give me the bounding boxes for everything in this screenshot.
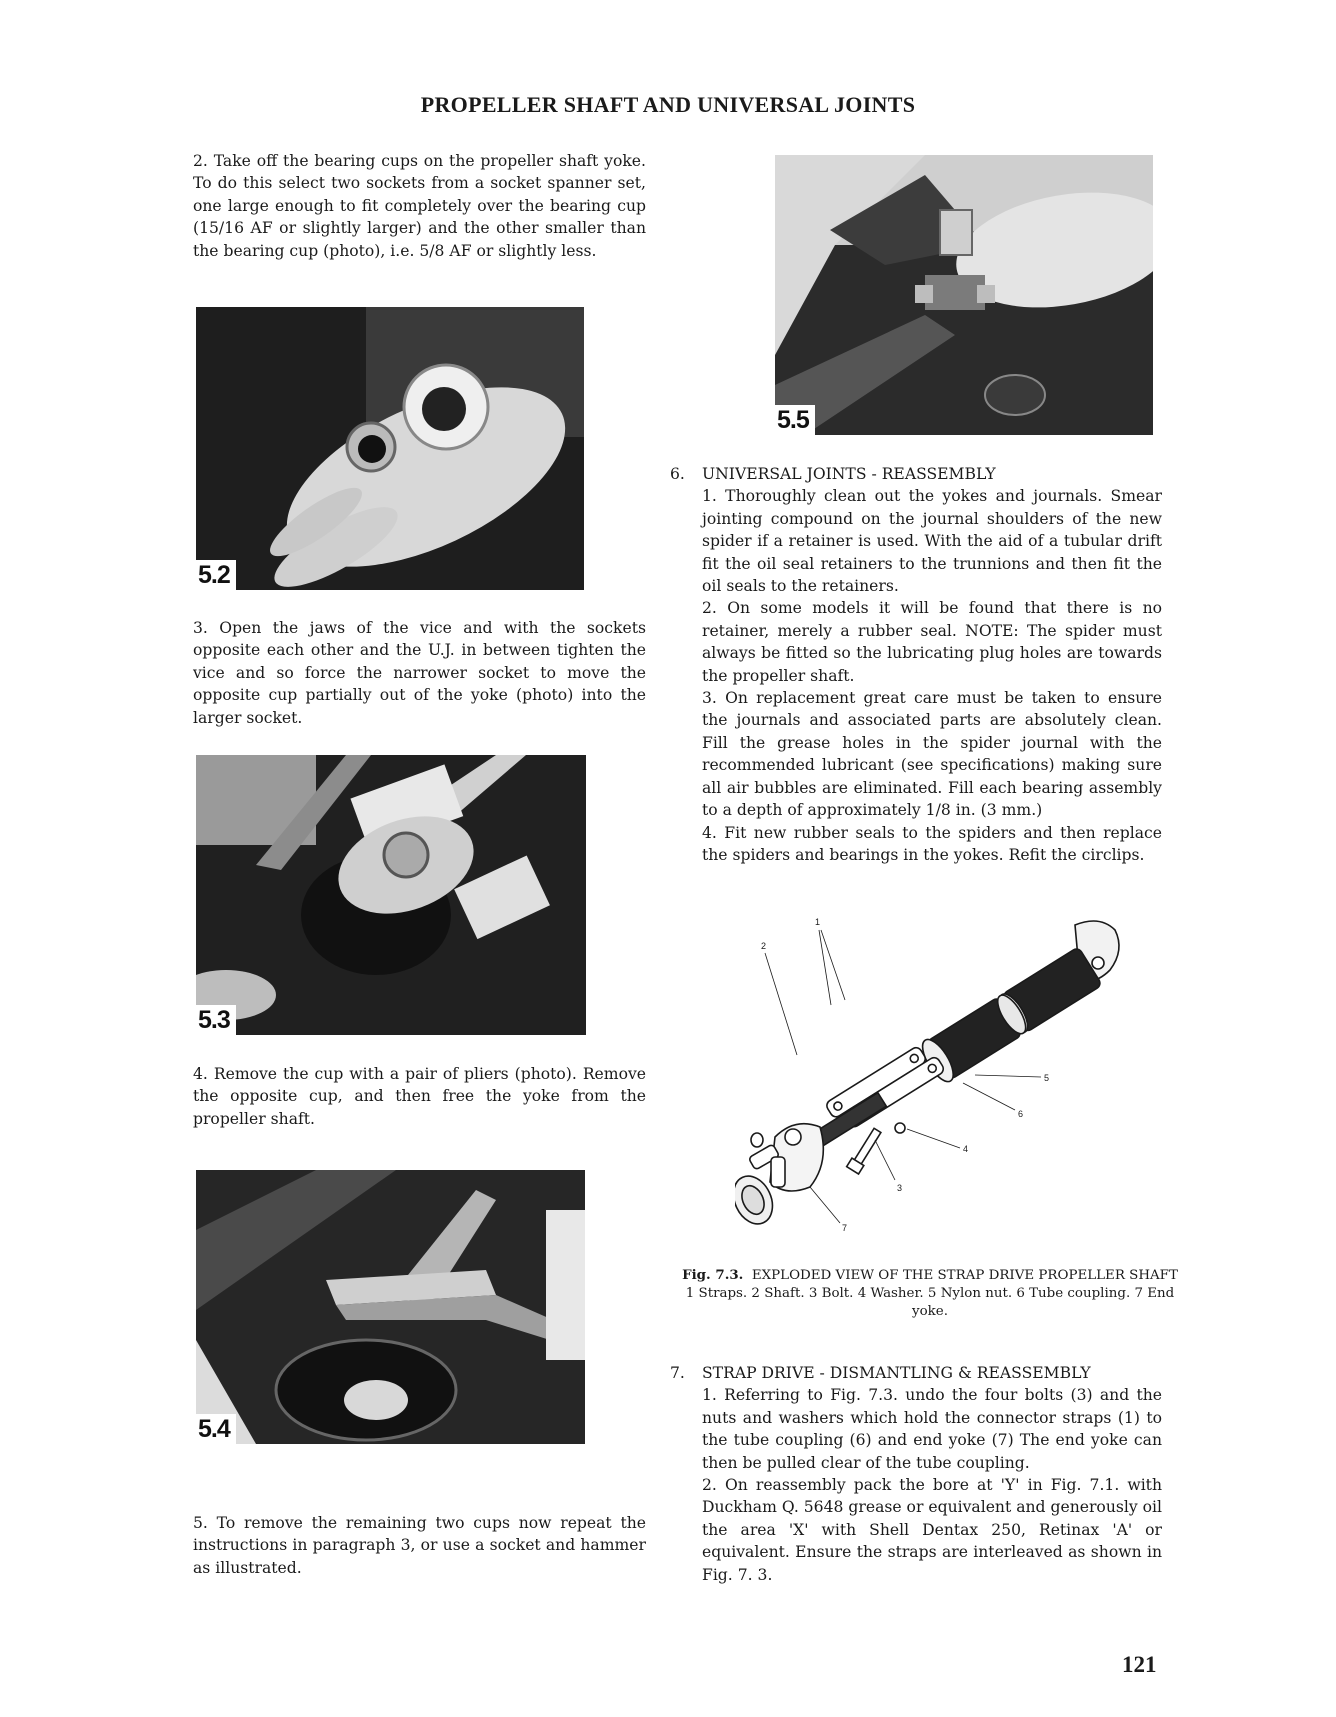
photo-label: 5.3	[196, 1005, 236, 1035]
section-6-step-3: 3. On replacement great care must be taken to ensure the journals and associated parts are absolutely clean. Fill the grease holes in the spider journal with the recommended lubricant (see specifications) making sure all air bubbles are eliminated. Fill each bearing assembly to a depth of approximately 1/8 in. (3 mm.)	[702, 689, 1162, 820]
svg-text:1: 1	[815, 917, 821, 927]
page-title: PROPELLER SHAFT AND UNIVERSAL JOINTS	[420, 92, 916, 117]
photo-5-5	[775, 155, 1153, 435]
paragraph-4: 4. Remove the cup with a pair of pliers (photo). Remove the opposite cup, and then free the yoke from the propeller shaft.	[193, 1065, 646, 1128]
svg-text:6: 6	[1018, 1109, 1024, 1119]
svg-text:5: 5	[1044, 1073, 1050, 1083]
svg-text:7: 7	[842, 1223, 848, 1233]
photo-label: 5.4	[196, 1414, 236, 1444]
section-7-step-1: 1. Referring to Fig. 7.3. undo the four bolts (3) and the nuts and washers which hold the connector straps (1) to the tube coupling (6) and end yoke (7) The end yoke can then be pulled clear of the tube coupling.	[702, 1386, 1162, 1472]
exploded-view-diagram	[735, 905, 1135, 1235]
photo-label: 5.5	[775, 405, 815, 435]
svg-text:4: 4	[963, 1144, 969, 1154]
section-heading: STRAP DRIVE - DISMANTLING & REASSEMBLY	[702, 1364, 1091, 1382]
page-number: 121	[1122, 1652, 1157, 1677]
photo-5-2	[196, 307, 584, 590]
section-7	[670, 1362, 1162, 1586]
section-6-step-1: 1. Thoroughly clean out the yokes and journals. Smear jointing compound on the journal shoulders of the new spider if a retainer is used. With the aid of a tubular drift fit the oil seal retainers to the trunnions and then fit the oil seals to the retainers.	[702, 487, 1162, 596]
paragraph-3: 3. Open the jaws of the vice and with the sockets opposite each other and the U.J. in between tighten the vice and so force the narrower socket to move the opposite cup partially out of the yoke (photo) into the larger socket.	[193, 619, 646, 727]
section-7-step-2: 2. On reassembly pack the bore at 'Y' in Fig. 7.1. with Duckham Q. 5648 grease or equivalent and generously oil the area 'X' with Shell Dentax 250, Retinax 'A' or equivalent. Ensure the straps are interleaved as shown in Fig. 7. 3.	[702, 1476, 1162, 1584]
figure-number: Fig. 7.3.	[682, 1267, 744, 1283]
paragraph-2: 2. Take off the bearing cups on the propeller shaft yoke. To do this select two sockets from a socket spanner set, one large enough to fit completely over the bearing cup (15/16 AF or slightly larger) and the other smaller than the bearing cup (photo), i.e. 5/8 AF or slightly less.	[193, 152, 646, 260]
figure-legend: 1 Straps. 2 Shaft. 3 Bolt. 4 Washer. 5 Nylon nut. 6 Tube coupling. 7 End yoke.	[685, 1286, 1175, 1319]
photo-5-4	[196, 1170, 585, 1444]
svg-text:2: 2	[761, 941, 767, 951]
figure-caption	[680, 1266, 1180, 1321]
section-heading: UNIVERSAL JOINTS - REASSEMBLY	[702, 465, 996, 483]
figure-title: EXPLODED VIEW OF THE STRAP DRIVE PROPELLER SHAFT	[751, 1268, 1178, 1283]
svg-text:3: 3	[897, 1183, 903, 1193]
section-number: 7.	[670, 1364, 685, 1382]
photo-label: 5.2	[196, 560, 236, 590]
section-6	[670, 463, 1162, 866]
photo-5-3	[196, 755, 586, 1035]
section-6-step-4: 4. Fit new rubber seals to the spiders and then replace the spiders and bearings in the yokes. Refit the circlips.	[702, 823, 1162, 864]
paragraph-5: 5. To remove the remaining two cups now repeat the instructions in paragraph 3, or use a socket and hammer as illustrated.	[193, 1514, 646, 1577]
section-number: 6.	[670, 465, 685, 483]
section-6-step-2: 2. On some models it will be found that there is no retainer, merely a rubber seal. NOTE: The spider must always be fitted so the lubricating plug holes are towards the propeller shaft.	[702, 599, 1162, 685]
